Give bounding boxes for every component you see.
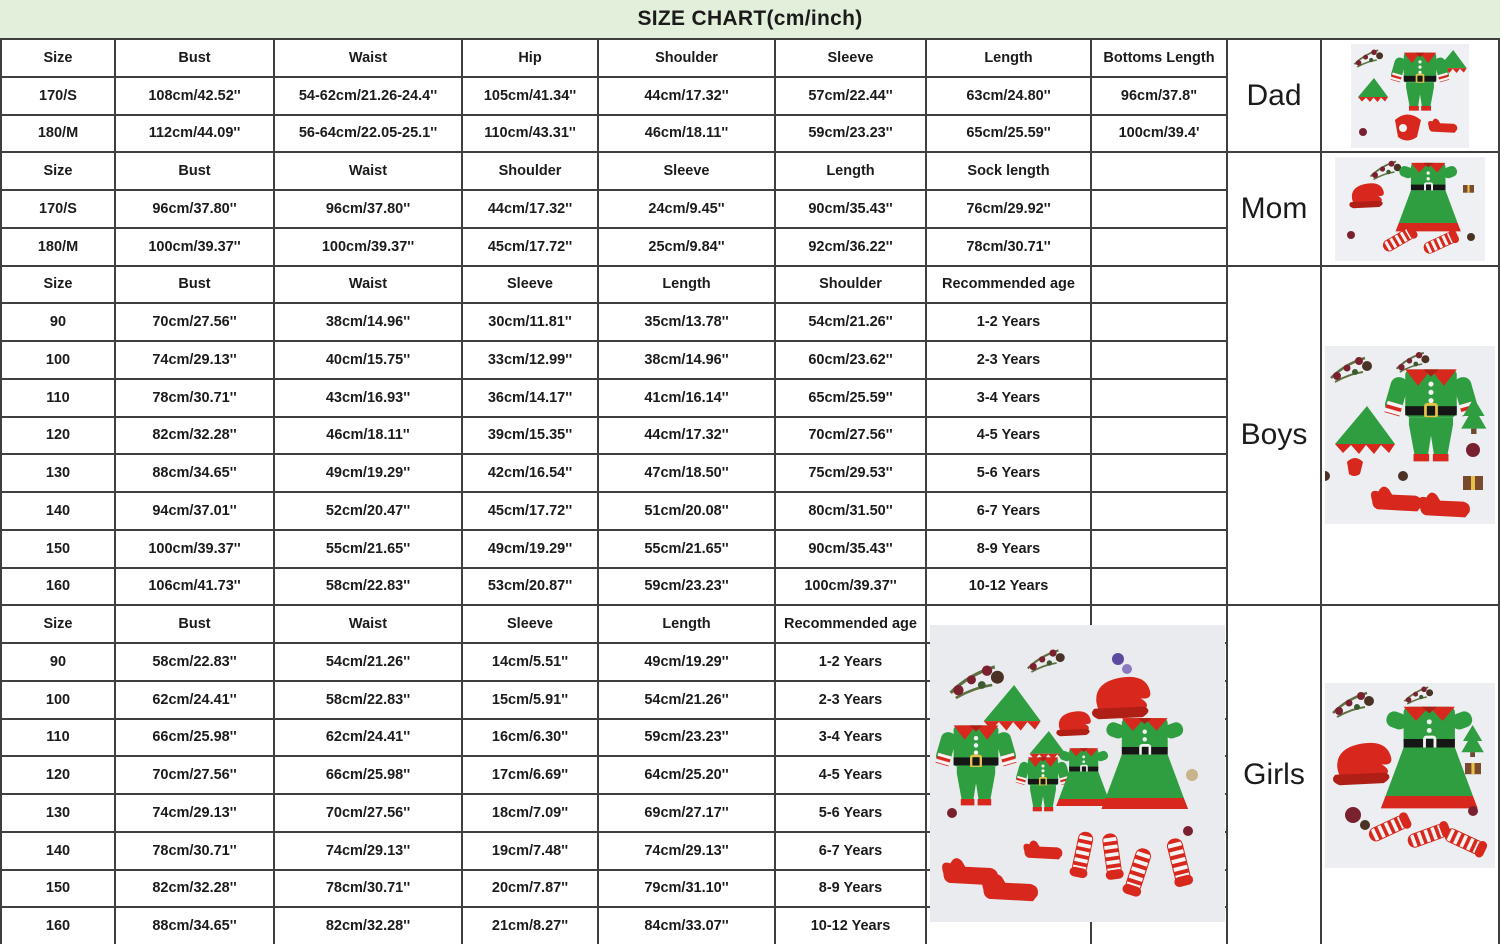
- table-cell: 2-3 Years: [776, 682, 927, 720]
- table-cell: 74cm/29.13'': [275, 833, 463, 871]
- table-cell: 1-2 Years: [927, 304, 1092, 342]
- table-cell: 90cm/35.43'': [776, 531, 927, 569]
- table-cell: 74cm/29.13'': [599, 833, 776, 871]
- table-cell: 90: [2, 304, 116, 342]
- table-cell: 3-4 Years: [927, 380, 1092, 418]
- table-cell: 108cm/42.52'': [116, 78, 275, 116]
- boys-table-grid: [2, 267, 1228, 607]
- table-cell: 79cm/31.10'': [599, 871, 776, 909]
- table-cell: 44cm/17.32'': [599, 418, 776, 456]
- table-cell: 33cm/12.99'': [463, 342, 599, 380]
- size-table-boys: [2, 267, 1500, 607]
- table-cell: 140: [2, 493, 116, 531]
- column-header: Waist: [275, 153, 463, 191]
- table-cell: 59cm/23.23'': [599, 569, 776, 607]
- table-cell: 49cm/19.29'': [275, 455, 463, 493]
- table-cell: [1092, 304, 1228, 342]
- column-header: Size: [2, 606, 116, 644]
- table-cell: 41cm/16.14'': [599, 380, 776, 418]
- table-cell: 54cm/21.26'': [275, 644, 463, 682]
- table-cell: 70cm/27.56'': [116, 757, 275, 795]
- table-cell: 70cm/27.56'': [776, 418, 927, 456]
- table-cell: 59cm/23.23'': [776, 116, 927, 154]
- table-cell: 120: [2, 757, 116, 795]
- table-cell: 96cm/37.8": [1092, 78, 1228, 116]
- table-cell: 3-4 Years: [776, 720, 927, 758]
- table-cell: 45cm/17.72'': [463, 493, 599, 531]
- table-cell: 14cm/5.51'': [463, 644, 599, 682]
- table-cell: 160: [2, 569, 116, 607]
- table-cell: 40cm/15.75'': [275, 342, 463, 380]
- column-header: Bust: [116, 40, 275, 78]
- table-cell: 18cm/7.09'': [463, 795, 599, 833]
- column-header: Waist: [275, 606, 463, 644]
- column-header: Size: [2, 267, 116, 305]
- table-cell: 106cm/41.73'': [116, 569, 275, 607]
- size-table-dad: [2, 40, 1500, 153]
- table-cell: 180/M: [2, 229, 116, 267]
- table-cell: 17cm/6.69'': [463, 757, 599, 795]
- table-cell: 1-2 Years: [776, 644, 927, 682]
- table-cell: 58cm/22.83'': [275, 569, 463, 607]
- table-cell: 100: [2, 342, 116, 380]
- table-cell: 63cm/24.80'': [927, 78, 1092, 116]
- table-cell: 100cm/39.37'': [116, 229, 275, 267]
- table-cell: 100cm/39.37'': [275, 229, 463, 267]
- table-cell: [1092, 455, 1228, 493]
- table-cell: [1092, 531, 1228, 569]
- column-header: Bust: [116, 606, 275, 644]
- table-cell: 49cm/19.29'': [463, 531, 599, 569]
- table-cell: 160: [2, 908, 116, 944]
- mom-table-grid: [2, 153, 1228, 266]
- table-cell: [1092, 418, 1228, 456]
- group-label-mom: Mom: [1228, 153, 1322, 266]
- table-cell: 57cm/22.44'': [776, 78, 927, 116]
- column-header: Shoulder: [776, 267, 927, 305]
- table-cell: 42cm/16.54'': [463, 455, 599, 493]
- column-header: Bust: [116, 267, 275, 305]
- table-cell: 88cm/34.65'': [116, 908, 275, 944]
- table-cell: 100cm/39.4': [1092, 116, 1228, 154]
- girls-product-image: [1322, 606, 1500, 944]
- table-cell: 70cm/27.56'': [275, 795, 463, 833]
- table-cell: [1092, 191, 1228, 229]
- table-cell: 52cm/20.47'': [275, 493, 463, 531]
- table-cell: 45cm/17.72'': [463, 229, 599, 267]
- table-cell: 130: [2, 455, 116, 493]
- column-header: Recommended age: [927, 267, 1092, 305]
- table-cell: 46cm/18.11'': [275, 418, 463, 456]
- table-cell: 59cm/23.23'': [599, 720, 776, 758]
- table-cell: 21cm/8.27'': [463, 908, 599, 944]
- table-cell: 62cm/24.41'': [116, 682, 275, 720]
- table-cell: 66cm/25.98'': [275, 757, 463, 795]
- table-cell: 170/S: [2, 191, 116, 229]
- table-cell: 74cm/29.13'': [116, 342, 275, 380]
- table-cell: 96cm/37.80'': [116, 191, 275, 229]
- table-cell: 78cm/30.71'': [275, 871, 463, 909]
- table-cell: 25cm/9.84'': [599, 229, 776, 267]
- table-cell: 54-62cm/21.26-24.4'': [275, 78, 463, 116]
- table-cell: 100cm/39.37'': [776, 569, 927, 607]
- table-cell: 46cm/18.11'': [599, 116, 776, 154]
- table-cell: 65cm/25.59'': [927, 116, 1092, 154]
- table-cell: 62cm/24.41'': [275, 720, 463, 758]
- table-cell: 19cm/7.48'': [463, 833, 599, 871]
- table-cell: 110: [2, 380, 116, 418]
- table-cell: 54cm/21.26'': [599, 682, 776, 720]
- group-label-boys: Boys: [1228, 267, 1322, 607]
- table-cell: [1092, 342, 1228, 380]
- boys-product-image: [1322, 267, 1500, 607]
- table-cell: 20cm/7.87'': [463, 871, 599, 909]
- table-cell: 64cm/25.20'': [599, 757, 776, 795]
- table-cell: 55cm/21.65'': [599, 531, 776, 569]
- column-header: Hip: [463, 40, 599, 78]
- table-cell: 6-7 Years: [776, 833, 927, 871]
- table-cell: 69cm/27.17'': [599, 795, 776, 833]
- table-cell: 5-6 Years: [927, 455, 1092, 493]
- table-cell: 110cm/43.31'': [463, 116, 599, 154]
- table-cell: 53cm/20.87'': [463, 569, 599, 607]
- column-header: Sleeve: [599, 153, 776, 191]
- table-cell: 10-12 Years: [776, 908, 927, 944]
- column-header: Length: [599, 267, 776, 305]
- table-cell: 6-7 Years: [927, 493, 1092, 531]
- table-cell: 78cm/30.71'': [116, 833, 275, 871]
- table-cell: 39cm/15.35'': [463, 418, 599, 456]
- column-header: Recommended age: [776, 606, 927, 644]
- mom-product-image: [1322, 153, 1500, 266]
- column-header: Length: [599, 606, 776, 644]
- table-cell: 35cm/13.78'': [599, 304, 776, 342]
- dad-product-image: [1322, 40, 1500, 153]
- table-cell: 4-5 Years: [776, 757, 927, 795]
- column-header: Size: [2, 40, 116, 78]
- table-cell: 105cm/41.34'': [463, 78, 599, 116]
- table-cell: 24cm/9.45'': [599, 191, 776, 229]
- column-header: [1092, 153, 1228, 191]
- table-cell: 66cm/25.98'': [116, 720, 275, 758]
- table-cell: 56-64cm/22.05-25.1'': [275, 116, 463, 154]
- column-header: Sleeve: [463, 606, 599, 644]
- table-cell: 120: [2, 418, 116, 456]
- column-header: Sleeve: [463, 267, 599, 305]
- table-cell: 58cm/22.83'': [116, 644, 275, 682]
- column-header: Bust: [116, 153, 275, 191]
- table-cell: 15cm/5.91'': [463, 682, 599, 720]
- table-cell: 70cm/27.56'': [116, 304, 275, 342]
- size-chart-title: SIZE CHART(cm/inch): [0, 0, 1500, 38]
- dad-table-grid: [2, 40, 1228, 153]
- table-cell: 170/S: [2, 78, 116, 116]
- table-cell: 96cm/37.80'': [275, 191, 463, 229]
- table-cell: 8-9 Years: [776, 871, 927, 909]
- table-cell: 80cm/31.50'': [776, 493, 927, 531]
- size-table-mom: [2, 153, 1500, 266]
- column-header: Length: [927, 40, 1092, 78]
- column-header: Waist: [275, 267, 463, 305]
- table-cell: 16cm/6.30'': [463, 720, 599, 758]
- table-cell: 44cm/17.32'': [463, 191, 599, 229]
- table-cell: 90cm/35.43'': [776, 191, 927, 229]
- table-cell: 54cm/21.26'': [776, 304, 927, 342]
- table-cell: 90: [2, 644, 116, 682]
- table-cell: 76cm/29.92'': [927, 191, 1092, 229]
- table-cell: 51cm/20.08'': [599, 493, 776, 531]
- column-header: Shoulder: [599, 40, 776, 78]
- table-cell: 78cm/30.71'': [927, 229, 1092, 267]
- size-table-girls: [2, 606, 1500, 944]
- family-costumes-photo: [930, 625, 1225, 922]
- table-cell: 2-3 Years: [927, 342, 1092, 380]
- table-cell: 55cm/21.65'': [275, 531, 463, 569]
- table-cell: [1092, 493, 1228, 531]
- table-cell: 150: [2, 871, 116, 909]
- column-header: Waist: [275, 40, 463, 78]
- column-header: Bottoms Length: [1092, 40, 1228, 78]
- table-cell: 4-5 Years: [927, 418, 1092, 456]
- table-cell: [1092, 569, 1228, 607]
- column-header: Sleeve: [776, 40, 927, 78]
- column-header: Sock length: [927, 153, 1092, 191]
- table-cell: 60cm/23.62'': [776, 342, 927, 380]
- table-cell: 58cm/22.83'': [275, 682, 463, 720]
- table-cell: 74cm/29.13'': [116, 795, 275, 833]
- table-cell: 82cm/32.28'': [116, 871, 275, 909]
- table-cell: 65cm/25.59'': [776, 380, 927, 418]
- column-header: Length: [776, 153, 927, 191]
- table-cell: 82cm/32.28'': [116, 418, 275, 456]
- table-cell: 5-6 Years: [776, 795, 927, 833]
- table-cell: 88cm/34.65'': [116, 455, 275, 493]
- column-header: Size: [2, 153, 116, 191]
- table-cell: 38cm/14.96'': [275, 304, 463, 342]
- column-header: Shoulder: [463, 153, 599, 191]
- table-cell: 82cm/32.28'': [275, 908, 463, 944]
- table-cell: 100cm/39.37'': [116, 531, 275, 569]
- table-cell: 92cm/36.22'': [776, 229, 927, 267]
- table-cell: [1092, 380, 1228, 418]
- table-cell: 130: [2, 795, 116, 833]
- table-cell: 38cm/14.96'': [599, 342, 776, 380]
- table-cell: 36cm/14.17'': [463, 380, 599, 418]
- table-cell: 140: [2, 833, 116, 871]
- table-cell: 8-9 Years: [927, 531, 1092, 569]
- table-cell: 110: [2, 720, 116, 758]
- table-cell: 49cm/19.29'': [599, 644, 776, 682]
- size-chart-table: [0, 38, 1500, 944]
- table-cell: 43cm/16.93'': [275, 380, 463, 418]
- table-cell: 100: [2, 682, 116, 720]
- table-cell: 44cm/17.32'': [599, 78, 776, 116]
- group-label-girls: Girls: [1228, 606, 1322, 944]
- table-cell: 84cm/33.07'': [599, 908, 776, 944]
- table-cell: 180/M: [2, 116, 116, 154]
- table-cell: 78cm/30.71'': [116, 380, 275, 418]
- group-label-dad: Dad: [1228, 40, 1322, 153]
- table-cell: 10-12 Years: [927, 569, 1092, 607]
- table-cell: 47cm/18.50'': [599, 455, 776, 493]
- table-cell: 150: [2, 531, 116, 569]
- table-cell: 30cm/11.81'': [463, 304, 599, 342]
- table-cell: 94cm/37.01'': [116, 493, 275, 531]
- column-header: [1092, 267, 1228, 305]
- table-cell: 112cm/44.09'': [116, 116, 275, 154]
- table-cell: 75cm/29.53'': [776, 455, 927, 493]
- table-cell: [1092, 229, 1228, 267]
